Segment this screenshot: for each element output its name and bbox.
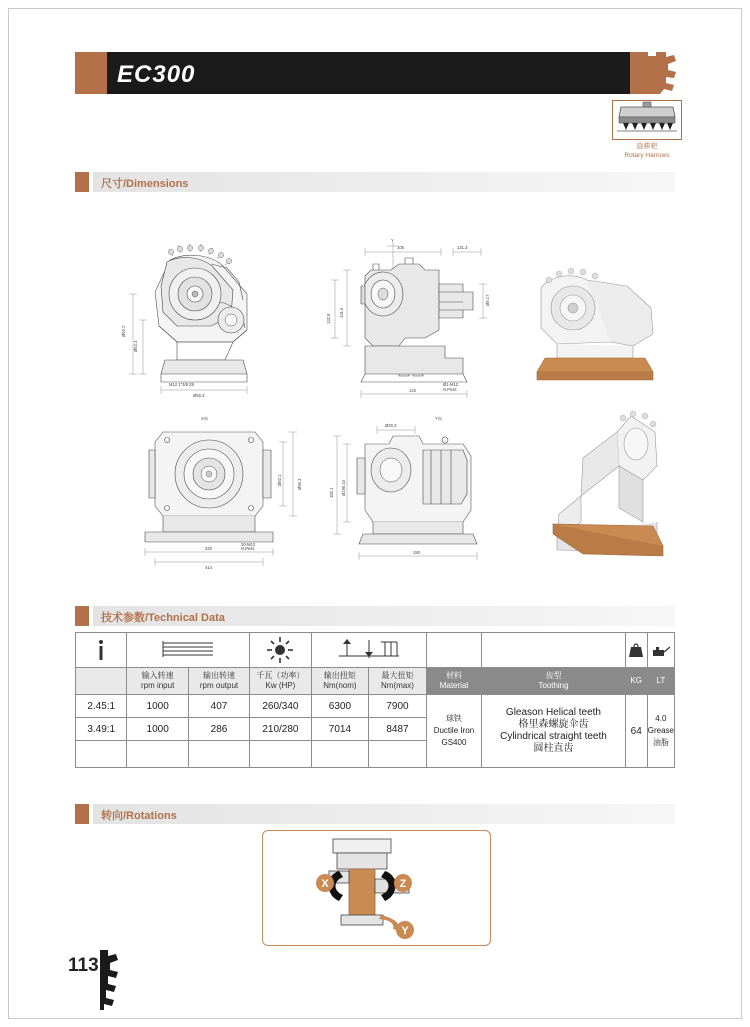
drawing-top-mid-section: [313, 234, 503, 410]
product-type-badge: [612, 100, 682, 162]
header-kg: KG: [625, 668, 647, 695]
drawing-bottom-left-x-view: [115, 410, 305, 570]
section-rotations-label: 转向/Rotations: [101, 810, 177, 822]
cell-ratio: 3.49:1: [76, 718, 127, 741]
drawing-top-right-render: [515, 254, 675, 394]
svg-text:320: 320: [205, 546, 212, 551]
cell-weight-kg: 64: [625, 695, 647, 768]
svg-text:150: 150: [413, 550, 420, 555]
toothing-icon-cell: [482, 633, 626, 668]
svg-text:X向: X向: [201, 416, 208, 421]
section-dimensions: [75, 172, 675, 192]
drawing-top-left-isometric: [115, 242, 295, 402]
svg-text:Ø1-M12: Ø1-M12: [443, 382, 459, 387]
technical-data-table: [75, 632, 675, 768]
svg-text:Ø82.1: Ø82.1: [277, 474, 282, 486]
section-technical-data-label: 技术参数/Technical Data: [101, 612, 225, 624]
header-accent-tab: [75, 52, 107, 94]
svg-text:Y: Y: [391, 238, 394, 243]
weight-icon-cell: [625, 633, 647, 668]
cell-empty: [188, 741, 249, 768]
cell-rpm-input: 1000: [127, 718, 188, 741]
product-caption-en: Rotary Harrows: [624, 152, 670, 159]
product-caption-cn: 旋耕耙: [636, 143, 658, 150]
svg-text:Ø30.3: Ø30.3: [385, 423, 397, 428]
svg-text:131.6: 131.6: [339, 307, 344, 318]
svg-text:10-M12: 10-M12: [241, 542, 256, 547]
cell-rpm-output: 286: [188, 718, 249, 741]
cell-oil: 4.0 Grease 油脂: [647, 695, 674, 768]
rotary-harrow-icon: [612, 100, 682, 140]
cell-empty: [311, 741, 369, 768]
cell-nm-nom: 6300: [311, 695, 369, 718]
header-rpm-input: 输入转速 rpm input: [127, 668, 188, 695]
svg-text:Z: Z: [399, 878, 407, 890]
section-background: [93, 804, 675, 824]
cell-nm-max: 7900: [369, 695, 427, 718]
cell-rpm-input: 1000: [127, 695, 188, 718]
gear-silhouette-icon: [630, 52, 680, 94]
section-dimensions-label: 尺寸/Dimensions: [101, 178, 189, 190]
section-marker: [75, 804, 89, 824]
header-nm-nom: 输出扭矩 Nm(nom): [311, 668, 369, 695]
table-icon-row: [76, 633, 675, 668]
drawing-bottom-right-render: [523, 404, 683, 564]
section-technical-data: [75, 606, 675, 626]
cell-nm-max: 8487: [369, 718, 427, 741]
svg-text:143: 143: [409, 388, 416, 393]
header-toothing: 齿型 Toothing: [482, 668, 626, 695]
shaft-rotation-diagram: [263, 831, 488, 943]
svg-text:Ø8.17: Ø8.17: [485, 294, 490, 306]
page-title: EC300: [117, 61, 196, 88]
header-material: 材料 Material: [426, 668, 481, 695]
page-header: [75, 52, 675, 94]
cell-material: 球铁 Ductile Iron GS400: [426, 695, 481, 768]
table-row: [76, 695, 675, 718]
cell-empty: [76, 741, 127, 768]
header-kw-hp: 千瓦（功率） Kw (HP): [250, 668, 311, 695]
svg-text:182.1: 182.1: [329, 487, 334, 498]
rotation-diagram-box: [262, 830, 491, 946]
svg-text:Y向: Y向: [435, 416, 442, 421]
info-icon-cell: [76, 633, 127, 668]
power-sun-icon-cell: [250, 633, 311, 668]
svg-text:131.3: 131.3: [457, 245, 468, 250]
svg-text:Ø92.2: Ø92.2: [121, 325, 126, 337]
shaft-speed-icon-cell: [127, 633, 250, 668]
svg-text:105: 105: [397, 245, 404, 250]
section-marker: [75, 172, 89, 192]
svg-text:Ø56.3: Ø56.3: [193, 393, 205, 398]
cell-kw-hp: 210/280: [250, 718, 311, 741]
svg-text:Ø62.3: Ø62.3: [133, 340, 138, 352]
table-header-row: [76, 668, 675, 695]
svg-text:132.8: 132.8: [326, 313, 331, 324]
cell-nm-nom: 7014: [311, 718, 369, 741]
torque-icon-cell: [311, 633, 426, 668]
cell-toothing: Gleason Helical teeth 格里森螺旋伞齿 Cylindrical straight teeth 圆柱直齿: [482, 695, 626, 768]
dimension-drawings: [75, 232, 675, 582]
drawing-bottom-mid-y-view: [323, 410, 513, 570]
svg-text:N.Pess: N.Pess: [443, 387, 457, 392]
svg-text:N.Pess: N.Pess: [241, 546, 255, 551]
cell-empty: [369, 741, 427, 768]
header-lt: LT: [647, 668, 674, 695]
cell-rpm-output: 407: [188, 695, 249, 718]
svg-text:Ø196.10: Ø196.10: [341, 479, 346, 496]
section-marker: [75, 606, 89, 626]
svg-text:414: 414: [205, 565, 212, 570]
cell-empty: [127, 741, 188, 768]
cell-empty: [250, 741, 311, 768]
oil-can-icon-cell: [647, 633, 674, 668]
svg-text:M12 1"3/8 Z6: M12 1"3/8 Z6: [169, 382, 194, 387]
header-rpm-output: 输出转速 rpm output: [188, 668, 249, 695]
page-number: 113: [68, 955, 99, 976]
header-ratio: [76, 668, 127, 695]
material-icon-cell: [426, 633, 481, 668]
section-rotations: [75, 804, 675, 824]
footer-gear-icon: [100, 950, 128, 1006]
cell-kw-hp: 260/340: [250, 695, 311, 718]
cell-ratio: 2.45:1: [76, 695, 127, 718]
technical-data-table-wrapper: [75, 632, 675, 768]
header-nm-max: 最大扭矩 Nm(max): [369, 668, 427, 695]
svg-text:X: X: [321, 878, 329, 890]
svg-text:Ø96.3: Ø96.3: [297, 478, 302, 490]
svg-text:Y: Y: [401, 925, 409, 937]
